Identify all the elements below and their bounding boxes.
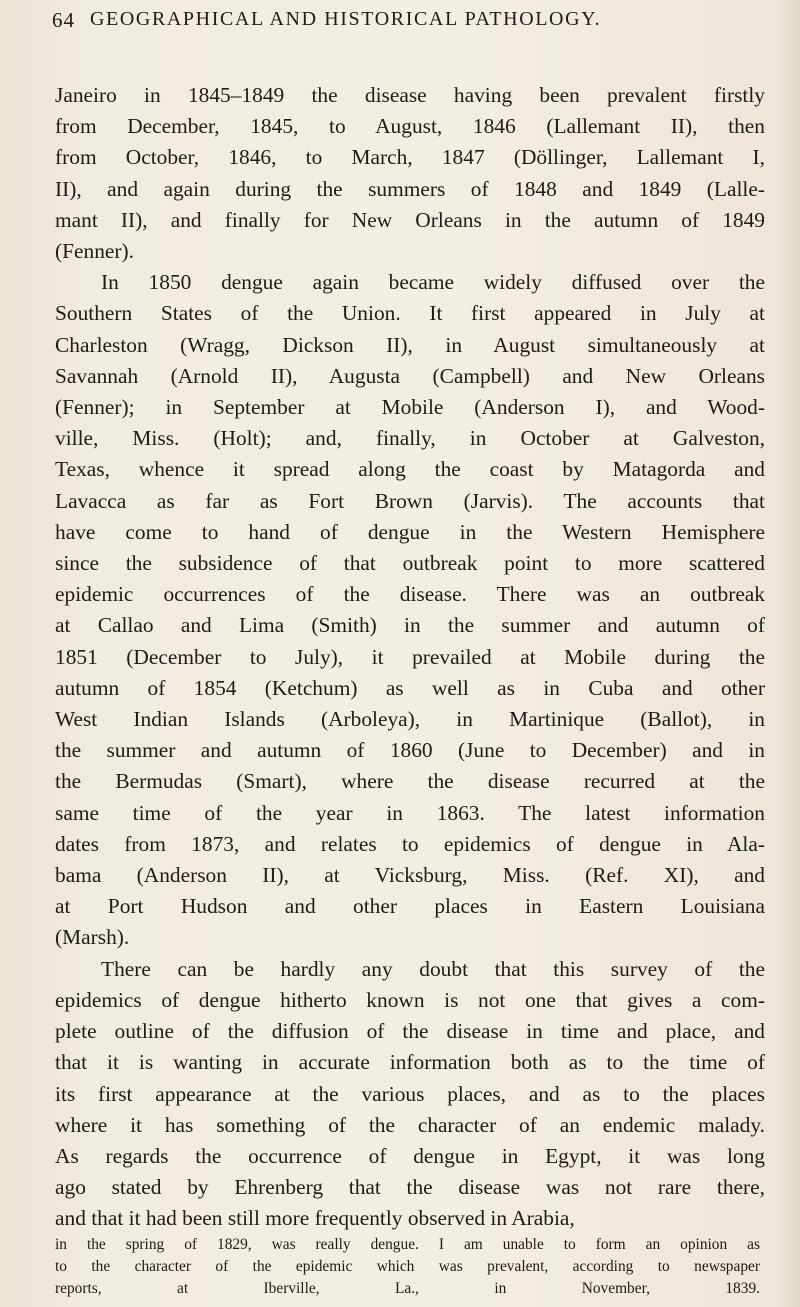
- text-line: the summer and autumn of 1860 (June to December) and in: [55, 738, 765, 763]
- text-line: 1851 (December to July), it prevailed at Mobile during the: [55, 644, 765, 669]
- text-line: Charleston (Wragg, Dickson II), in August simultaneously at: [55, 332, 765, 357]
- text-line: that it is wanting in accurate information both as to the time of: [55, 1050, 765, 1075]
- text-line: Janeiro in 1845–1849 the disease having been prevalent firstly: [55, 83, 765, 107]
- text-line: (Marsh).: [55, 925, 130, 950]
- text-line: bama (Anderson II), at Vicksburg, Miss. (Ref. XI), and: [55, 863, 765, 888]
- footnote-line: to the character of the epidemic which was prevalent, according to newspaper: [55, 1258, 760, 1275]
- text-line: plete outline of the diffusion of the disease in time and place, and: [55, 1019, 765, 1044]
- text-line: mant II), and finally for New Orleans in the autumn of 1849: [55, 207, 765, 232]
- text-line: II), and again during the summers of 1848 and 1849 (Lalle-: [55, 176, 765, 201]
- body-text: [55, 80, 765, 1235]
- text-line: Lavacca as far as Fort Brown (Jarvis). The accounts that: [55, 488, 765, 513]
- text-line: since the subsidence of that outbreak point to more scattered: [55, 551, 765, 576]
- text-line: ago stated by Ehrenberg that the disease was not rare there,: [55, 1175, 765, 1200]
- text-line: same time of the year in 1863. The latest information: [55, 800, 765, 825]
- text-line: at Callao and Lima (Smith) in the summer and autumn of: [55, 613, 765, 638]
- footnote-line: in the spring of 1829, was really dengue. I am unable to form an opinion as: [55, 1236, 760, 1253]
- text-line: West Indian Islands (Arboleya), in Martinique (Ballot), in: [55, 707, 765, 732]
- text-line: autumn of 1854 (Ketchum) as well as in Cuba and other: [55, 675, 765, 700]
- text-line: dates from 1873, and relates to epidemics of dengue in Ala-: [55, 831, 765, 856]
- text-line: its first appearance at the various places, and as to the places: [55, 1081, 765, 1106]
- text-line: As regards the occurrence of dengue in Egypt, it was long: [55, 1143, 765, 1168]
- page-number: 64: [52, 8, 75, 32]
- text-line: (Fenner).: [55, 239, 134, 264]
- footnote-line: reports, at Iberville, La., in November, 1839.: [55, 1280, 760, 1297]
- text-line: Texas, whence it spread along the coast by Matagorda and: [55, 457, 765, 482]
- text-line: where it has something of the character of an endemic malady.: [55, 1112, 765, 1137]
- text-line: from October, 1846, to March, 1847 (Döllinger, Lallemant I,: [55, 145, 765, 170]
- page-header: [52, 4, 702, 40]
- text-line: from December, 1845, to August, 1846 (Lallemant II), then: [55, 114, 765, 139]
- text-line: ville, Miss. (Holt); and, finally, in October at Galveston,: [55, 426, 765, 451]
- footnote: [55, 1234, 760, 1300]
- text-line: In 1850 dengue again became widely diffused over the: [101, 270, 765, 295]
- text-line: (Fenner); in September at Mobile (Anderson I), and Wood-: [55, 395, 765, 420]
- text-line: There can be hardly any doubt that this survey of the: [101, 956, 765, 981]
- text-line: Southern States of the Union. It first appeared in July at: [55, 301, 765, 326]
- text-line: epidemics of dengue hitherto known is not one that gives a com-: [55, 987, 765, 1012]
- text-line: have come to hand of dengue in the Western Hemisphere: [55, 519, 765, 544]
- text-line: Savannah (Arnold II), Augusta (Campbell) and New Orleans: [55, 363, 765, 388]
- text-line: the Bermudas (Smart), where the disease recurred at the: [55, 769, 765, 794]
- running-title: GEOGRAPHICAL AND HISTORICAL PATHOLOGY.: [90, 8, 602, 30]
- text-line: epidemic occurrences of the disease. There was an outbreak: [55, 582, 765, 607]
- text-line: at Port Hudson and other places in Eastern Louisiana: [55, 894, 765, 919]
- text-line: and that it had been still more frequently observed in Arabia,: [55, 1206, 575, 1231]
- page-edge-shadow: [778, 0, 800, 1307]
